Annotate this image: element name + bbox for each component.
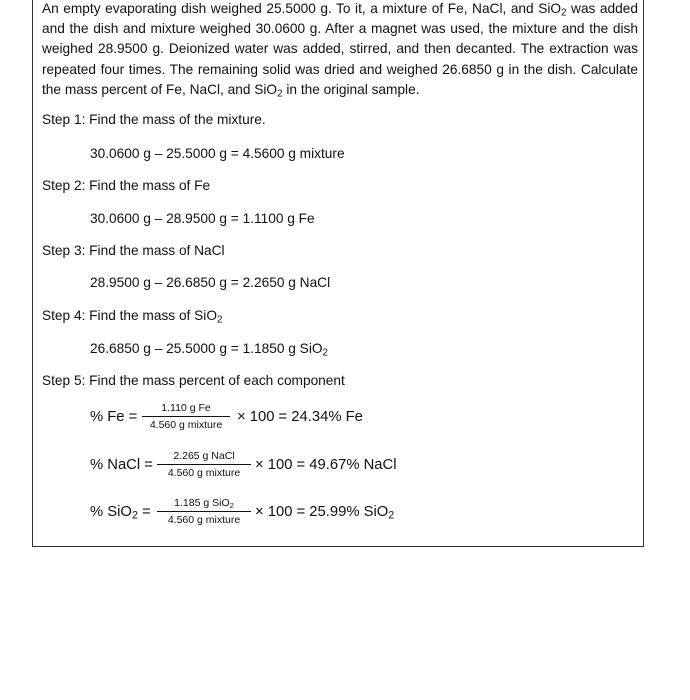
problem-statement: An empty evaporating dish weighed 25.5000 g. To it, a mixture of Fe, NaCl, and SiO$_2$ was added and the dish and mixture weighed 30.0600 g. After a magnet was used, the mixture and the dish weighed 28.9500 g. Deionized water was added, stirred, and then decanted. The extraction was repeated four times. The remaining solid was dried and weighed 26.6850 g in the dish. Calculate the mass percent of Fe, NaCl, and SiO$_2$ in the original sample.	[42, 1, 638, 100]
step-4-calculation: 26.6850 g – 25.5000 g = 1.1850 g SiO$_2$	[90, 341, 328, 359]
fe-numerator: 1.110 g Fe	[142, 402, 230, 417]
sio2-percent-result: × 100 = 25.99% SiO$_2$	[255, 504, 395, 522]
sio2-numerator: 1.185 g SiO$_2$	[157, 497, 251, 512]
step-2-calculation: 30.0600 g – 28.9500 g = 1.1100 g Fe	[90, 211, 315, 226]
sio2-percent-label: % SiO$_2$ =	[90, 504, 151, 522]
nacl-percent-label: % NaCl =	[90, 457, 153, 473]
sio2-denominator: 4.560 g mixture	[167, 514, 241, 526]
sio2-percent-equation	[90, 494, 490, 534]
step-2-heading: Step 2: Find the mass of Fe	[42, 178, 211, 193]
nacl-percent-result: × 100 = 49.67% NaCl	[255, 457, 397, 473]
nacl-denominator: 4.560 g mixture	[167, 467, 241, 479]
step-3-heading: Step 3: Find the mass of NaCl	[42, 243, 225, 258]
fe-percent-equation	[90, 400, 490, 440]
step-1-calculation: 30.0600 g – 25.5000 g = 4.5600 g mixture	[90, 146, 345, 161]
step-3-calculation: 28.9500 g – 26.6850 g = 2.2650 g NaCl	[90, 275, 331, 290]
fe-denominator: 4.560 g mixture	[149, 419, 223, 431]
nacl-fraction	[157, 450, 251, 479]
step-4-heading: Step 4: Find the mass of SiO$_2$	[42, 308, 223, 326]
step-5-heading: Step 5: Find the mass percent of each component	[42, 373, 345, 388]
nacl-numerator: 2.265 g NaCl	[157, 450, 251, 465]
sio2-fraction	[157, 497, 251, 526]
step-1-heading: Step 1: Find the mass of the mixture.	[42, 112, 266, 127]
fe-fraction	[142, 402, 230, 431]
fe-percent-result: × 100 = 24.34% Fe	[237, 409, 363, 425]
fe-percent-label: % Fe =	[90, 409, 138, 425]
nacl-percent-equation	[90, 447, 490, 487]
